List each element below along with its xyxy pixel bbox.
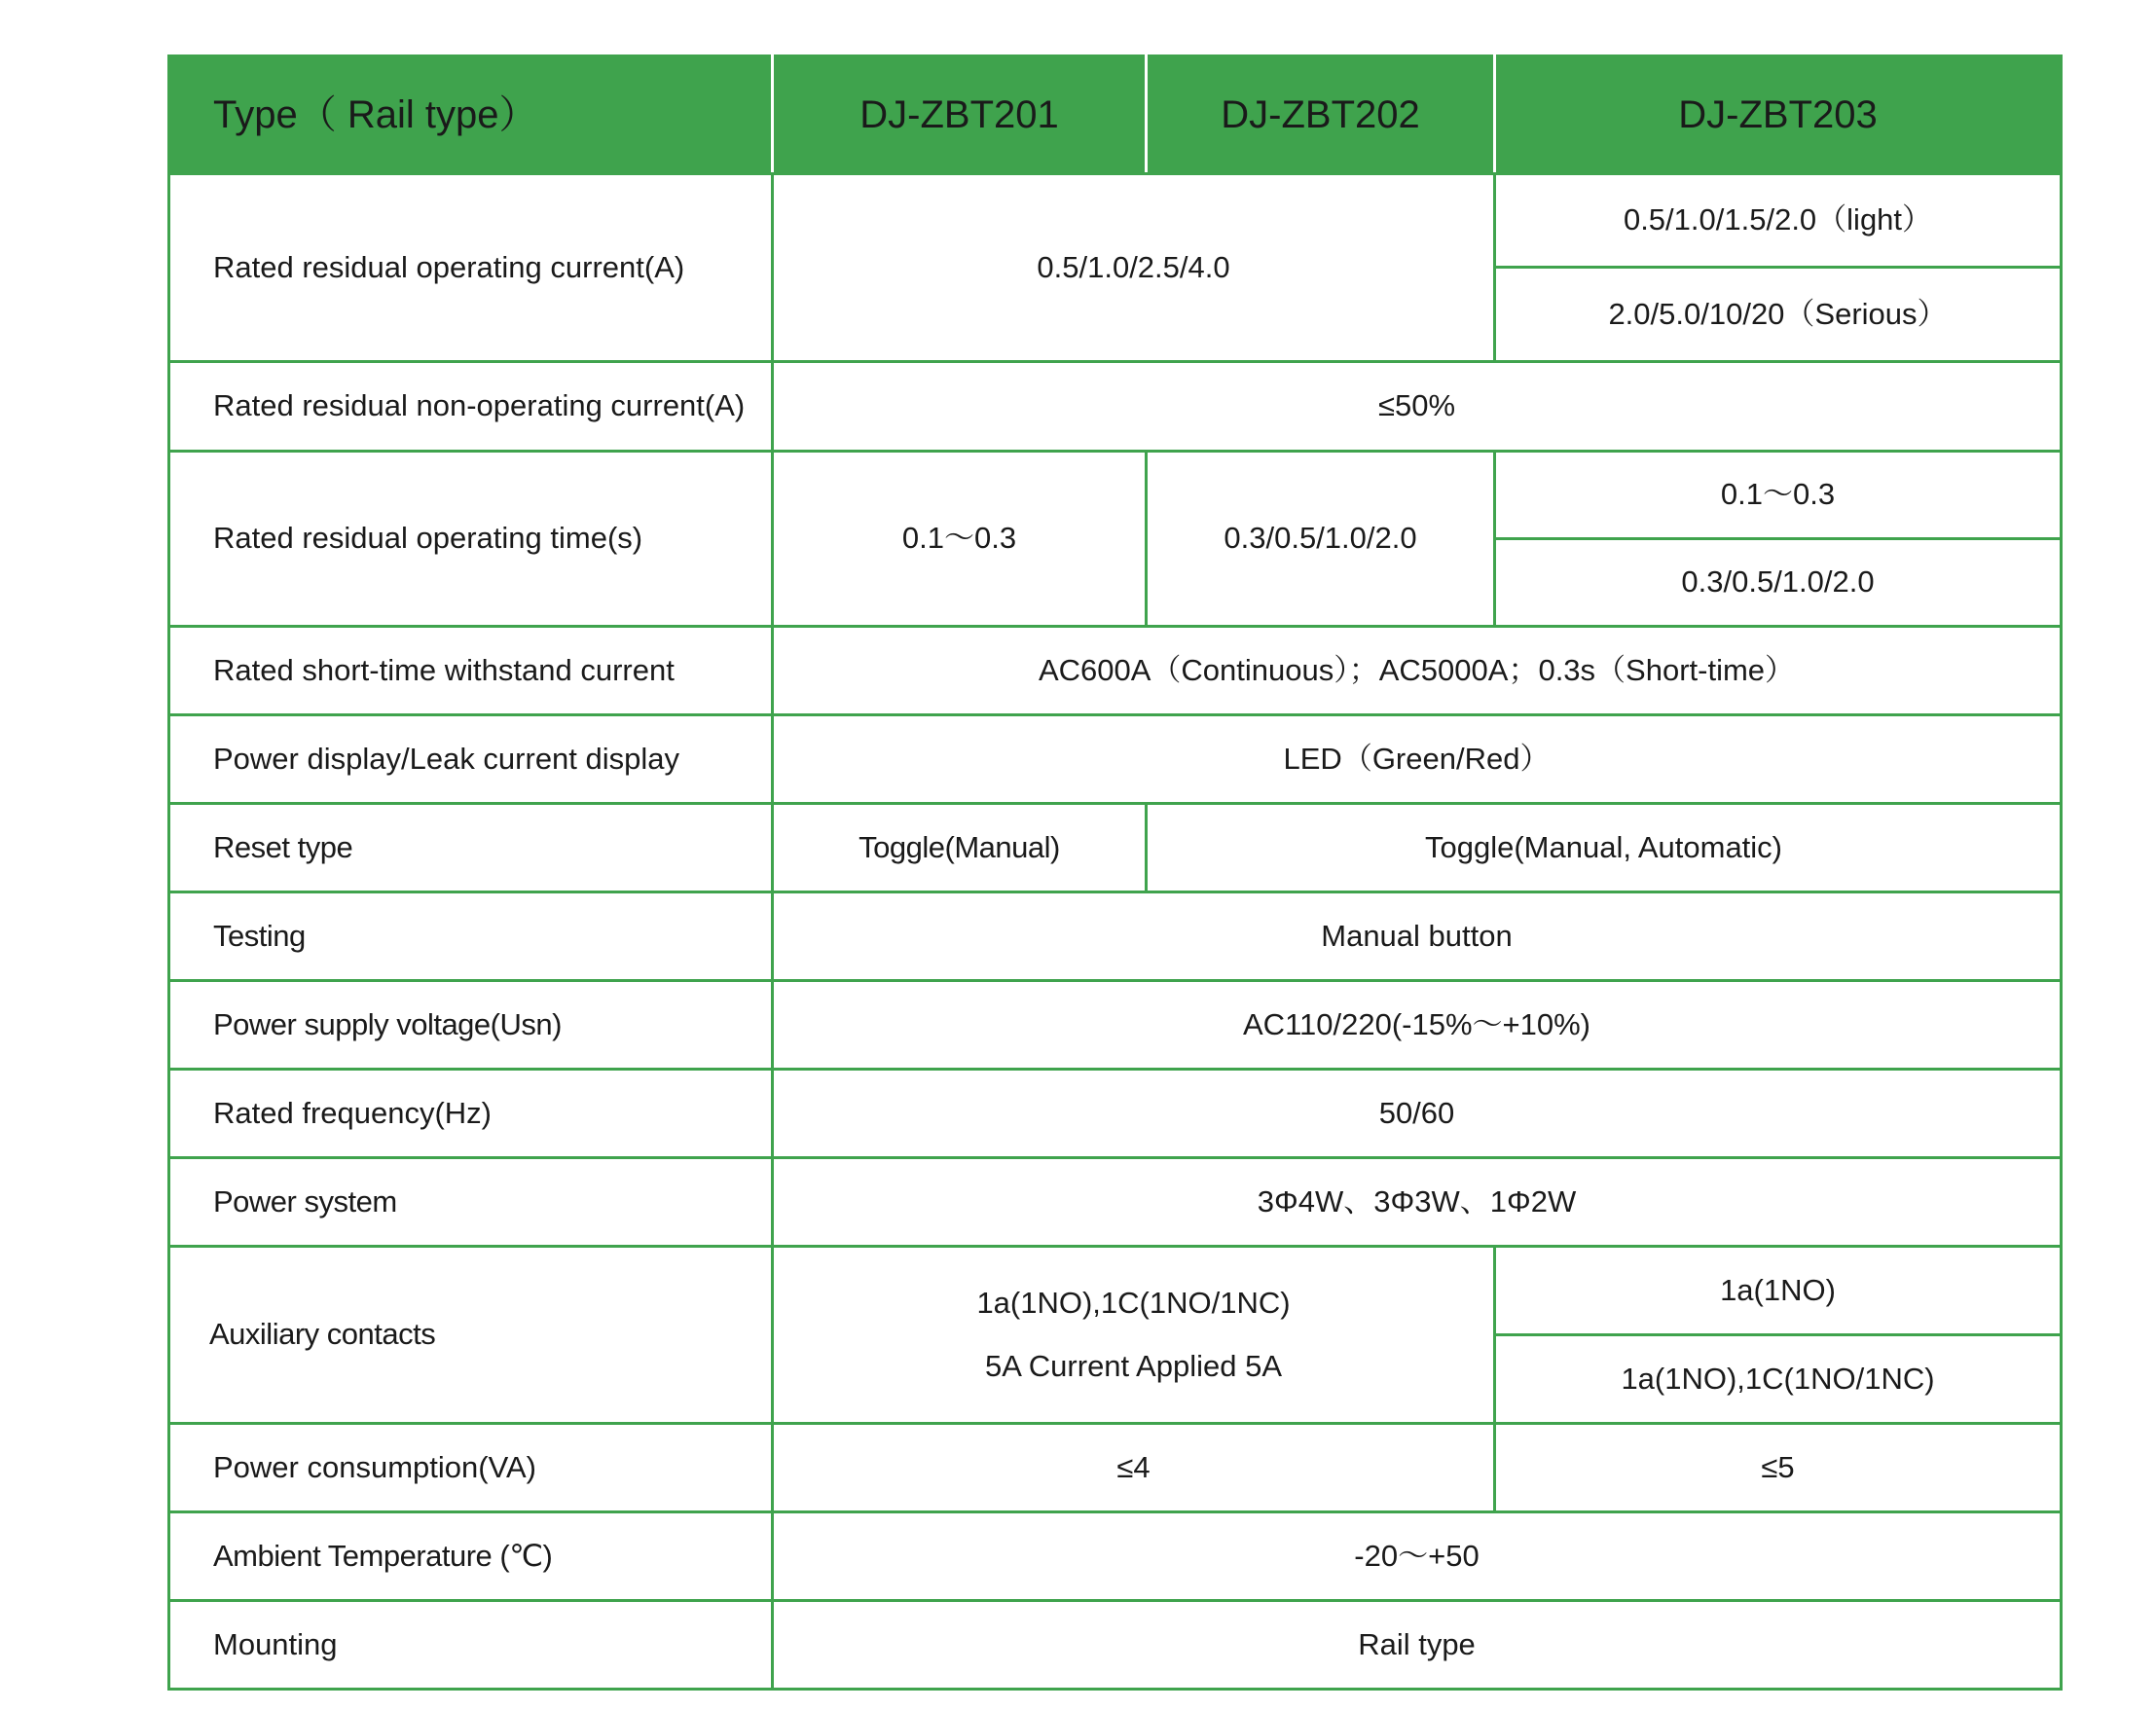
table-cell: -20～+50 [773,1512,2062,1601]
row-label: Power consumption(VA) [169,1424,773,1512]
row-label: Reset type [169,804,773,892]
table-cell: Toggle(Manual, Automatic) [1147,804,2062,892]
table-cell [773,1247,1495,1424]
aux-contacts-line: 5A Current Applied 5A [984,1348,1283,1383]
table-row [169,452,2062,539]
table-cell: AC110/220(-15%～+10%) [773,981,2062,1070]
model-header-zbt201: DJ-ZBT201 [773,56,1147,174]
table-row [169,981,2062,1070]
row-label: Power supply voltage(Usn) [169,981,773,1070]
table-row [169,1601,2062,1690]
table-cell: LED（Green/Red） [773,715,2062,804]
table-row [169,362,2062,452]
row-label: Mounting [169,1601,773,1690]
table-cell: 1a(1NO) [1495,1247,2062,1335]
table-row [169,1424,2062,1512]
table-cell: 1a(1NO),1C(1NO/1NC) [1495,1335,2062,1424]
table-cell: ≤50% [773,362,2062,452]
table-cell: ≤5 [1495,1424,2062,1512]
row-label: Ambient Temperature (℃) [169,1512,773,1601]
table-row [169,1158,2062,1247]
row-label: Rated frequency(Hz) [169,1070,773,1158]
table-cell: AC600A（Continuous）；AC5000A；0.3s（Short-time） [773,627,2062,715]
table-cell: Manual button [773,892,2062,981]
row-label: Power system [169,1158,773,1247]
row-label: Rated residual operating current(A) [169,174,773,362]
row-label: Rated short-time withstand current [169,627,773,715]
table-cell: Toggle(Manual) [773,804,1147,892]
header-row [169,56,2062,174]
table-cell: Rail type [773,1601,2062,1690]
model-header-zbt203: DJ-ZBT203 [1495,56,2062,174]
table-row [169,1070,2062,1158]
spec-table [167,55,2063,1691]
row-label: Rated residual operating time(s) [169,452,773,627]
table-row [169,804,2062,892]
row-label: Power display/Leak current display [169,715,773,804]
table-row [169,892,2062,981]
table-row [169,174,2062,268]
table-cell: ≤4 [773,1424,1495,1512]
table-row [169,1247,2062,1335]
table-cell: 0.1～0.3 [1495,452,2062,539]
type-header: Type（ Rail type） [169,56,773,174]
table-cell: 0.5/1.0/2.5/4.0 [773,174,1495,362]
table-cell: 0.3/0.5/1.0/2.0 [1495,539,2062,627]
model-header-zbt202: DJ-ZBT202 [1147,56,1495,174]
table-cell: 0.3/0.5/1.0/2.0 [1147,452,1495,627]
table-cell: 50/60 [773,1070,2062,1158]
aux-contacts-line: 1a(1NO),1C(1NO/1NC) [976,1285,1291,1320]
table-cell: 0.1～0.3 [773,452,1147,627]
table-cell: 3Φ4W、3Φ3W、1Φ2W [773,1158,2062,1247]
table-cell: 0.5/1.0/1.5/2.0（light） [1495,174,2062,268]
row-label: Auxiliary contacts [169,1247,773,1424]
table-row [169,627,2062,715]
table-cell: 2.0/5.0/10/20（Serious） [1495,268,2062,362]
table-row [169,1512,2062,1601]
table-row [169,715,2062,804]
row-label: Rated residual non-operating current(A) [169,362,773,452]
row-label: Testing [169,892,773,981]
